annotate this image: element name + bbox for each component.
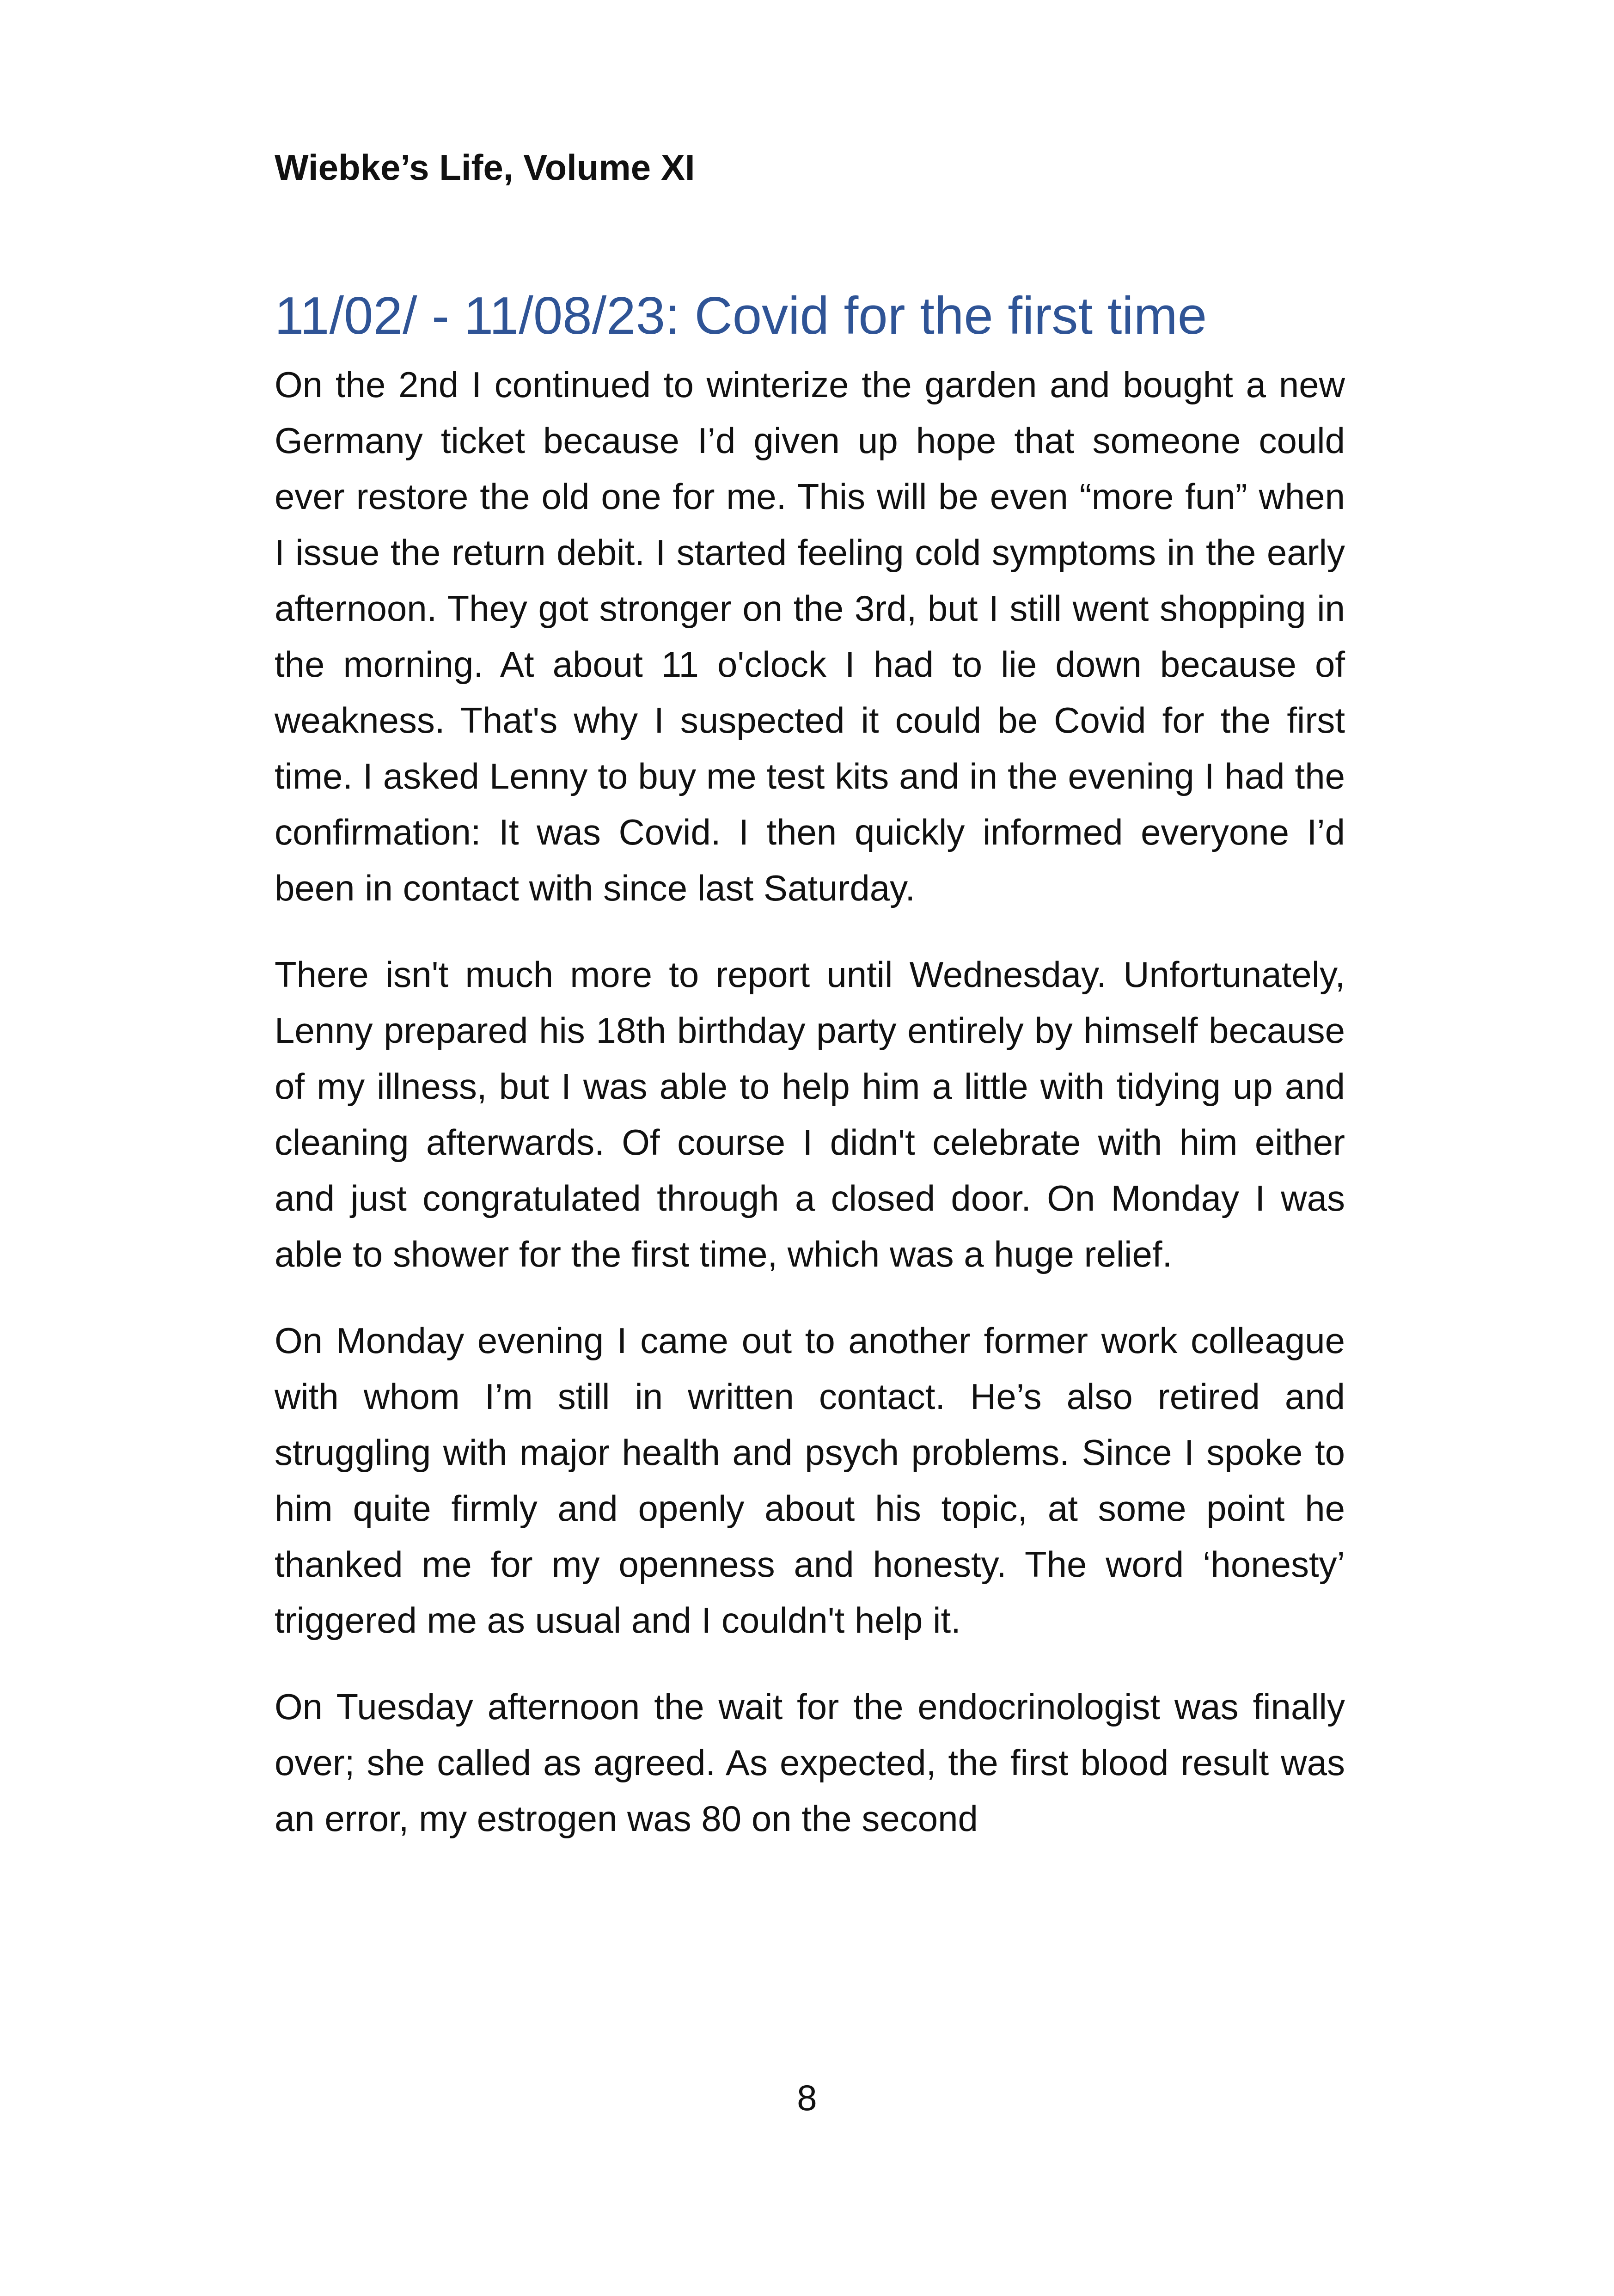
chapter-body <box>275 282 1345 1847</box>
page-number: 8 <box>797 2077 817 2118</box>
chapter-title: 11/02/ - 11/08/23: Covid for the first time <box>275 287 1207 345</box>
paragraph: On the 2nd I continued to winterize the garden and bought a new Germany ticket because I’d given up hope that someone could ever restore the old one for me. This will be even “more fun” when I issue the return debit. I started feeling cold symptoms in the early afternoon. They got stronger on the 3rd, but I still went shopping in the morning. At about 11 o'clock I had to lie down because of weakness. That's why I suspected it could be Covid for the first time. I asked Lenny to buy me test kits and in the evening I had the confirmation: It was Covid. I then quickly informed everyone I’d been in contact with since last Saturday. <box>275 364 1345 908</box>
running-header: Wiebke’s Life, Volume XI <box>275 147 695 188</box>
paragraph: On Monday evening I came out to another former work colleague with whom I’m still in written contact. He’s also retired and struggling with major health and psych problems. Since I spoke to him quite firmly and openly about his topic, at some point he thanked me for my openness and honesty. The word ‘honesty’ triggered me as usual and I couldn't help it. <box>275 1320 1345 1641</box>
paragraph: On Tuesday afternoon the wait for the endocrinologist was finally over; she called as agreed. As expected, the first blood result was an error, my estrogen was 80 on the second <box>275 1686 1345 1839</box>
paragraph: There isn't much more to report until Wednesday. Unfortunately, Lenny prepared his 18th birthday party entirely by himself because of my illness, but I was able to help him a little with tidying up and cleaning afterwards. Of course I didn't celebrate with him either and just congratulated through a closed door. On Monday I was able to shower for the first time, which was a huge relief. <box>275 954 1345 1274</box>
